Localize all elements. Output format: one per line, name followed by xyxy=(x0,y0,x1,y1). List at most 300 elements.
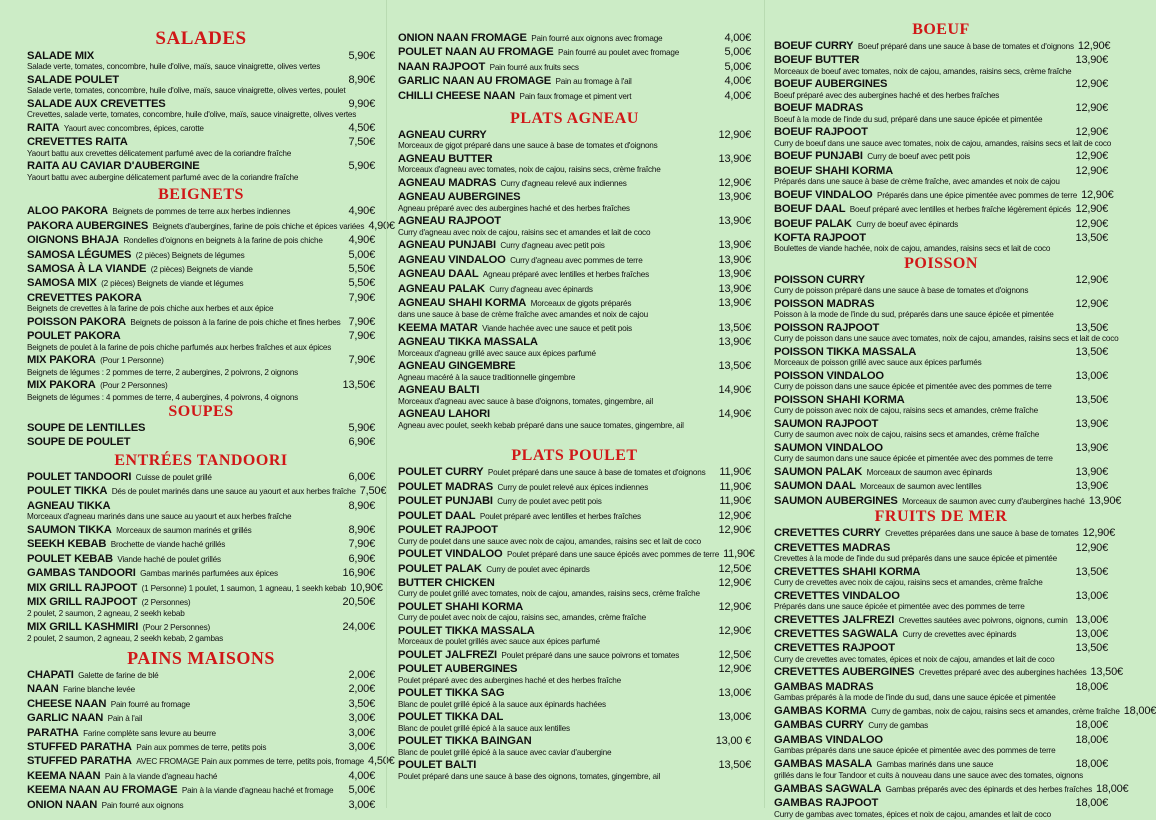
menu-item-heading xyxy=(398,686,504,699)
dish-inline-description: Yaourt avec concombres, épices, carotte xyxy=(64,124,204,133)
dish-name: GAMBAS RAJPOOT xyxy=(774,797,878,809)
dish-name: POULET JALFREZI xyxy=(398,649,497,661)
menu-item-row xyxy=(27,276,375,290)
menu-item xyxy=(774,665,1108,679)
dish-description: Curry de poisson préparé dans une sauce à base de tomates et d'oignons xyxy=(774,286,1108,297)
dish-price: 13,50€ xyxy=(719,322,751,334)
menu-item-heading xyxy=(774,231,866,244)
dish-name: GAMBAS CURRY xyxy=(774,719,864,731)
dish-name: POULET SHAHI KORMA xyxy=(398,601,523,613)
menu-item-heading xyxy=(398,238,605,252)
dish-description: Curry de crevettes avec tomates, épices et noix de cajou, amandes et lait de coco xyxy=(774,655,1108,666)
menu-item-heading xyxy=(774,188,1077,202)
menu-item-row xyxy=(27,470,375,484)
dish-price: 18,00€ xyxy=(1076,719,1108,731)
dish-inline-description: Curry de boeuf avec petit pois xyxy=(867,152,970,161)
dish-name: AGNEAU SHAHI KORMA xyxy=(398,297,526,309)
menu-item xyxy=(27,159,375,183)
dish-name: GAMBAS MADRAS xyxy=(774,681,873,693)
menu-item-row xyxy=(398,89,751,103)
dish-price: 9,90€ xyxy=(348,98,375,110)
menu-item-row xyxy=(774,77,1108,90)
dish-name: BOEUF MADRAS xyxy=(774,102,863,114)
dish-name: MIX GRILL RAJPOOT xyxy=(27,596,137,608)
dish-price: 14,90€ xyxy=(719,384,751,396)
dish-price: 12,90€ xyxy=(719,177,751,189)
menu-item xyxy=(398,758,751,782)
menu-item xyxy=(774,217,1108,231)
menu-item xyxy=(27,726,375,740)
dish-inline-description: Crevettes préparées dans une sauce à base de tomates xyxy=(885,529,1079,538)
menu-item xyxy=(774,680,1108,704)
dish-name: SAMOSA À LA VIANDE xyxy=(27,263,146,275)
dish-inline-description: Beignets d'aubergines, farine de pois chiche et épices variées xyxy=(153,222,365,231)
menu-item-heading xyxy=(27,537,225,551)
menu-item xyxy=(398,214,751,238)
dish-name: POULET TIKKA xyxy=(27,485,107,497)
menu-item-row xyxy=(774,665,1108,679)
dish-name: POISSON VINDALOO xyxy=(774,370,884,382)
dish-price: 13,90€ xyxy=(719,239,751,251)
menu-item-heading xyxy=(398,509,641,523)
menu-item-row xyxy=(27,435,375,448)
dish-price: 13,50€ xyxy=(1076,642,1108,654)
menu-item xyxy=(398,624,751,648)
menu-item xyxy=(27,276,375,290)
menu-item-heading xyxy=(774,77,887,90)
dish-name: POULET PALAK xyxy=(398,563,482,575)
dish-description: 2 poulet, 2 saumon, 2 agneau, 2 seekh kebab, 2 gambas xyxy=(27,634,375,645)
menu-item-heading xyxy=(398,335,538,348)
dish-inline-description: Curry d'agneau relevé aux indiennes xyxy=(501,179,627,188)
dish-description: Curry de poisson avec noix de cajou, raisins secs et amandes, crème fraîche xyxy=(774,406,1108,417)
dish-name: PARATHA xyxy=(27,727,79,739)
dish-name: SALADE MIX xyxy=(27,50,94,62)
menu-item xyxy=(774,345,1108,369)
menu-item xyxy=(27,682,375,696)
menu-item-heading xyxy=(398,45,679,59)
menu-item-heading xyxy=(27,233,323,247)
dish-name: CREVETTES CURRY xyxy=(774,527,881,539)
menu-item-row xyxy=(398,45,751,59)
menu-item xyxy=(27,552,375,566)
dish-name: AGNEAU VINDALOO xyxy=(398,254,506,266)
dish-price: 13,00 € xyxy=(716,735,751,747)
dish-price: 12,50€ xyxy=(719,563,751,575)
dish-price: 13,90€ xyxy=(1076,54,1108,66)
menu-section xyxy=(398,31,751,103)
menu-item xyxy=(27,435,375,448)
menu-section xyxy=(27,404,375,448)
menu-item-row xyxy=(27,783,375,797)
dish-price: 24,00€ xyxy=(343,621,375,633)
menu-item xyxy=(27,353,375,378)
dish-name: ALOO PAKORA xyxy=(27,205,108,217)
menu-item xyxy=(398,600,751,624)
column-content xyxy=(398,31,751,782)
menu-item-row xyxy=(398,758,751,771)
dish-price: 5,00€ xyxy=(348,784,375,796)
menu-item-row xyxy=(27,484,375,498)
menu-item xyxy=(774,465,1108,479)
dish-price: 13,00€ xyxy=(1076,614,1108,626)
menu-item-row xyxy=(774,149,1108,163)
dish-name: POULET TIKKA SAG xyxy=(398,687,504,699)
menu-item-row xyxy=(27,740,375,754)
dish-name: CREVETTES MADRAS xyxy=(774,542,890,554)
menu-section xyxy=(27,453,375,645)
dish-name: GAMBAS KORMA xyxy=(774,705,867,717)
menu-item-heading xyxy=(398,253,643,267)
dish-price: 4,90€ xyxy=(368,220,395,232)
menu-item-row xyxy=(398,494,751,508)
dish-inline-description: Pain faux fromage et piment vert xyxy=(519,92,631,101)
dish-name: KEEMA NAAN xyxy=(27,770,100,782)
menu-column-1 xyxy=(0,0,386,808)
menu-item-row xyxy=(398,509,751,523)
dish-description: Gambas préparés dans une sauce épicée et pimentée avec des pommes de terre xyxy=(774,746,1108,757)
dish-inline-description: Brochette de viande haché grillés xyxy=(111,540,225,549)
dish-name: POULET VINDALOO xyxy=(398,548,503,560)
menu-item-row xyxy=(27,315,375,329)
menu-item-row xyxy=(774,369,1108,382)
menu-item-row xyxy=(27,378,375,392)
dish-price: 11,90€ xyxy=(719,466,751,478)
dish-price: 7,90€ xyxy=(348,292,375,304)
dish-inline-description: Curry de poulet avec épinards xyxy=(486,565,589,574)
dish-inline-description: Gambas marinés parfumées aux épices xyxy=(140,569,278,578)
dish-price: 11,90€ xyxy=(719,481,751,493)
menu-item-row xyxy=(27,668,375,682)
menu-item-heading xyxy=(398,152,492,165)
dish-price: 12,90€ xyxy=(1076,203,1108,215)
menu-item-row xyxy=(398,648,751,662)
dish-name: BOEUF CURRY xyxy=(774,40,853,52)
dish-name: AGNEAU CURRY xyxy=(398,129,487,141)
dish-name: POULET TANDOORI xyxy=(27,471,131,483)
menu-item-row xyxy=(27,291,375,304)
dish-inline-description: Pain fourré aux oignons avec fromage xyxy=(531,34,662,43)
menu-item-heading xyxy=(398,296,631,310)
menu-item xyxy=(27,378,375,403)
dish-name: AGNEAU BUTTER xyxy=(398,153,492,165)
dish-price: 11,90€ xyxy=(723,548,755,560)
menu-item-heading xyxy=(398,648,679,662)
menu-item-heading xyxy=(27,121,204,135)
menu-item-heading xyxy=(27,329,121,342)
dish-name: CHILLI CHEESE NAAN xyxy=(398,90,515,102)
dish-inline-description: Pain fourré aux oignons xyxy=(102,801,184,810)
menu-item-heading xyxy=(27,620,210,634)
dish-name: ONION NAAN FROMAGE xyxy=(398,32,527,44)
dish-price: 13,90€ xyxy=(1076,442,1108,454)
dish-price: 13,50€ xyxy=(1076,394,1108,406)
dish-price: 3,00€ xyxy=(348,727,375,739)
menu-item xyxy=(27,233,375,247)
menu-item-row xyxy=(774,345,1108,358)
menu-item-heading xyxy=(398,734,532,747)
dish-description: Beignets de légumes : 4 pommes de terre, 4 aubergines, 4 poivrons, 4 oignons xyxy=(27,393,375,404)
menu-item xyxy=(27,581,375,595)
menu-item-row xyxy=(398,31,751,45)
dish-description: Blanc de poulet grillé épicé à la sauce aux épinards hachées xyxy=(398,700,751,711)
menu-item-heading xyxy=(27,595,190,609)
menu-item-heading xyxy=(398,321,632,335)
dish-inline-description: (1 Personne) 1 poulet, 1 saumon, 1 agneau, 1 seekh kebab xyxy=(142,584,347,593)
menu-item-heading xyxy=(27,668,158,682)
dish-price: 6,90€ xyxy=(348,553,375,565)
menu-item xyxy=(774,757,1108,782)
dish-name: CREVETTES SAGWALA xyxy=(774,628,898,640)
dish-inline-description: Boeuf préparé dans une sauce à base de tomates et d'oignons xyxy=(858,42,1074,51)
menu-item xyxy=(27,262,375,276)
menu-item-heading xyxy=(27,523,252,537)
dish-name: GARLIC NAAN xyxy=(27,712,103,724)
menu-item-row xyxy=(774,417,1108,430)
menu-item-heading xyxy=(774,733,883,746)
menu-item-row xyxy=(774,718,1108,732)
menu-item-row xyxy=(398,359,751,372)
dish-inline-description: (2 Personnes) xyxy=(142,598,191,607)
dish-price: 13,50€ xyxy=(719,360,751,372)
menu-item-row xyxy=(27,620,375,634)
dish-name: POISSON SHAHI KORMA xyxy=(774,394,904,406)
menu-item-heading xyxy=(27,248,244,262)
dish-price: 7,90€ xyxy=(348,354,375,366)
dish-price: 8,90€ xyxy=(348,500,375,512)
dish-description: Curry de poulet avec noix de cajou, raisins sec, amandes, crème fraîche xyxy=(398,613,751,624)
menu-item-heading xyxy=(774,149,970,163)
menu-item-row xyxy=(774,231,1108,244)
menu-item xyxy=(398,710,751,734)
menu-item xyxy=(774,526,1108,540)
menu-item xyxy=(398,547,751,561)
menu-item-row xyxy=(27,135,375,148)
dish-name: AGNEAU AUBERGINES xyxy=(398,191,520,203)
menu-item xyxy=(774,188,1108,202)
dish-price: 7,50€ xyxy=(348,136,375,148)
menu-item-heading xyxy=(774,782,1092,796)
menu-item-heading xyxy=(27,769,217,783)
menu-item xyxy=(398,494,751,508)
menu-item xyxy=(774,627,1108,641)
menu-item-row xyxy=(774,526,1108,540)
dish-price: 12,50€ xyxy=(719,649,751,661)
dish-inline-description: Morceaux de saumon marinés et grillés xyxy=(116,526,252,535)
dish-name: MIX GRILL KASHMIRI xyxy=(27,621,138,633)
dish-name: POISSON MADRAS xyxy=(774,298,874,310)
menu-item-heading xyxy=(27,49,94,62)
dish-name: GARLIC NAAN AU FROMAGE xyxy=(398,75,551,87)
dish-price: 4,90€ xyxy=(348,234,375,246)
menu-item xyxy=(398,686,751,710)
dish-name: NAAN RAJPOOT xyxy=(398,61,485,73)
dish-description: Crevettes, salade verte, tomates, concombre, huile d'olive, maïs, sauce vinaigrette, olives vertes xyxy=(27,110,375,121)
menu-item-heading xyxy=(27,276,243,290)
dish-description: Boulettes de viande hachée, noix de cajou, amandes, raisins secs et lait de coco xyxy=(774,244,1108,255)
menu-item-heading xyxy=(27,291,142,304)
menu-item-row xyxy=(398,662,751,675)
menu-item-heading xyxy=(398,282,593,296)
section-title: SOUPES xyxy=(27,404,375,420)
menu-item-heading xyxy=(398,547,719,561)
menu-item-heading xyxy=(27,711,142,725)
dish-price: 13,50€ xyxy=(1076,566,1108,578)
menu-item xyxy=(774,796,1108,820)
menu-item-heading xyxy=(398,359,515,372)
menu-item xyxy=(398,648,751,662)
dish-inline-description: Curry de crevettes avec épinards xyxy=(902,630,1016,639)
dish-name: CREVETTES RAITA xyxy=(27,136,128,148)
dish-name: AGNEAU BALTI xyxy=(398,384,479,396)
dish-price: 3,00€ xyxy=(348,799,375,811)
menu-item xyxy=(27,329,375,353)
menu-item-row xyxy=(398,60,751,74)
dish-inline-description: Viande hachée avec une sauce et petit pois xyxy=(482,324,632,333)
dish-description: Morceaux de poulet grillés avec sauce aux épices parfumé xyxy=(398,637,751,648)
menu-item-heading xyxy=(398,267,649,281)
dish-name: STUFFED PARATHA xyxy=(27,741,132,753)
menu-item-heading xyxy=(774,680,873,693)
menu-item xyxy=(27,291,375,315)
column-content xyxy=(27,29,375,812)
dish-price: 16,90€ xyxy=(343,567,375,579)
menu-item-heading xyxy=(27,262,253,276)
dish-price: 6,00€ xyxy=(348,471,375,483)
menu-item-heading xyxy=(398,190,520,203)
menu-item-row xyxy=(27,726,375,740)
dish-price: 13,90€ xyxy=(1076,466,1108,478)
dish-price: 13,50€ xyxy=(1076,232,1108,244)
dish-price: 12,90€ xyxy=(719,601,751,613)
dish-price: 5,00€ xyxy=(724,46,751,58)
dish-price: 13,00€ xyxy=(719,711,751,723)
menu-item xyxy=(27,49,375,73)
menu-item xyxy=(398,253,751,267)
menu-item-heading xyxy=(27,73,119,86)
dish-description: Poulet préparé dans une sauce à base des oignons, tomates, gingembre, ail xyxy=(398,772,751,783)
menu-item xyxy=(27,204,375,218)
menu-item xyxy=(398,282,751,296)
menu-item-row xyxy=(774,164,1108,177)
menu-item-heading xyxy=(27,754,364,768)
menu-item-row xyxy=(398,600,751,613)
dish-description: Morceaux de poisson grillé avec sauce aux épices parfumés xyxy=(774,358,1108,369)
dish-price: 12,90€ xyxy=(719,510,751,522)
menu-item-row xyxy=(398,335,751,348)
menu-item-heading xyxy=(27,552,221,566)
menu-item-row xyxy=(774,441,1108,454)
column-content xyxy=(774,22,1108,820)
menu-item-row xyxy=(27,595,375,609)
menu-item xyxy=(27,135,375,159)
menu-item xyxy=(774,297,1108,321)
dish-name: SAUMON VINDALOO xyxy=(774,442,883,454)
dish-name: BOEUF PALAK xyxy=(774,218,852,230)
menu-item-row xyxy=(774,321,1108,334)
menu-item xyxy=(27,219,375,233)
dish-inline-description: Gambas préparés avec des épinards et des herbes fraîches xyxy=(886,785,1092,794)
dish-price: 18,00€ xyxy=(1076,758,1108,770)
dish-name: AGNEAU GINGEMBRE xyxy=(398,360,515,372)
dish-price: 12,90€ xyxy=(719,663,751,675)
dish-name: KEEMA MATAR xyxy=(398,322,478,334)
dish-price: 12,90€ xyxy=(719,577,751,589)
dish-price: 13,90€ xyxy=(719,283,751,295)
menu-item xyxy=(774,101,1108,125)
menu-item-row xyxy=(398,576,751,589)
menu-item xyxy=(27,97,375,121)
dish-description: Salade verte, tomates, concombre, huile d'olive, maïs, sauce vinaigrette, olives vertes, poulet xyxy=(27,86,375,97)
menu-item-heading xyxy=(27,97,166,110)
dish-price: 12,90€ xyxy=(1081,189,1113,201)
menu-item-row xyxy=(774,704,1108,718)
menu-item xyxy=(27,421,375,434)
menu-item-row xyxy=(774,613,1108,627)
dish-inline-description: AVEC FROMAGE Pain aux pommes de terre, petits pois, fromage xyxy=(136,757,364,766)
menu-item xyxy=(398,662,751,686)
dish-description: Boeuf à la mode de l'inde du sud, préparé dans une sauce épicée et pimentée xyxy=(774,115,1108,126)
dish-name: BOEUF SHAHI KORMA xyxy=(774,165,893,177)
menu-item xyxy=(774,164,1108,188)
dish-price: 13,90€ xyxy=(719,191,751,203)
dish-name: KEEMA NAAN AU FROMAGE xyxy=(27,784,177,796)
dish-name: POISSON RAJPOOT xyxy=(774,322,879,334)
menu-item-row xyxy=(27,499,375,512)
dish-description: Yaourt battu aux crevettes délicatement parfumé avec de la coriandre fraîche xyxy=(27,149,375,160)
dish-name: SOUPE DE POULET xyxy=(27,436,130,448)
menu-item xyxy=(774,417,1108,441)
dish-price: 13,90€ xyxy=(1089,495,1121,507)
menu-item-row xyxy=(27,248,375,262)
section-title: FRUITS DE MER xyxy=(774,509,1108,525)
menu-item-row xyxy=(774,202,1108,216)
menu-item-row xyxy=(27,769,375,783)
menu-item-row xyxy=(774,273,1108,286)
menu-item-row xyxy=(27,697,375,711)
menu-item xyxy=(398,465,751,479)
menu-section xyxy=(27,649,375,812)
dish-description: Beignets de crevettes à la farine de pois chiche aux herbes et aux épice xyxy=(27,304,375,315)
dish-description: Curry d'agneau avec noix de cajou, raisins sec et amandes et lait de coco xyxy=(398,228,751,239)
dish-inline-description: Pain fourré aux fruits secs xyxy=(490,63,579,72)
dish-description: Préparés dans une sauce épicée et pimentée avec des pommes de terre xyxy=(774,602,1108,613)
menu-item-heading xyxy=(27,740,266,754)
menu-item-heading xyxy=(774,53,859,66)
menu-item-heading xyxy=(27,783,333,797)
menu-section xyxy=(774,256,1108,508)
menu-item xyxy=(398,523,751,547)
menu-item-row xyxy=(774,541,1108,554)
menu-item-row xyxy=(398,238,751,252)
dish-inline-description: Poulet préparé dans une sauce poivrons et tomates xyxy=(501,651,679,660)
menu-item xyxy=(398,60,751,74)
dish-price: 12,90€ xyxy=(1076,274,1108,286)
dish-price: 12,90€ xyxy=(1076,126,1108,138)
menu-item xyxy=(27,769,375,783)
menu-item xyxy=(398,407,751,431)
menu-item-row xyxy=(774,101,1108,114)
menu-item-row xyxy=(398,480,751,494)
menu-item xyxy=(774,479,1108,493)
dish-name: GAMBAS TANDOORI xyxy=(27,567,136,579)
menu-item-row xyxy=(398,710,751,723)
dish-name: SOUPE DE LENTILLES xyxy=(27,422,145,434)
menu-item xyxy=(398,576,751,600)
dish-name: BOEUF VINDALOO xyxy=(774,189,873,201)
menu-item-row xyxy=(27,97,375,110)
dish-inline-description: Crevettes préparé avec des aubergines hachées xyxy=(919,668,1087,677)
